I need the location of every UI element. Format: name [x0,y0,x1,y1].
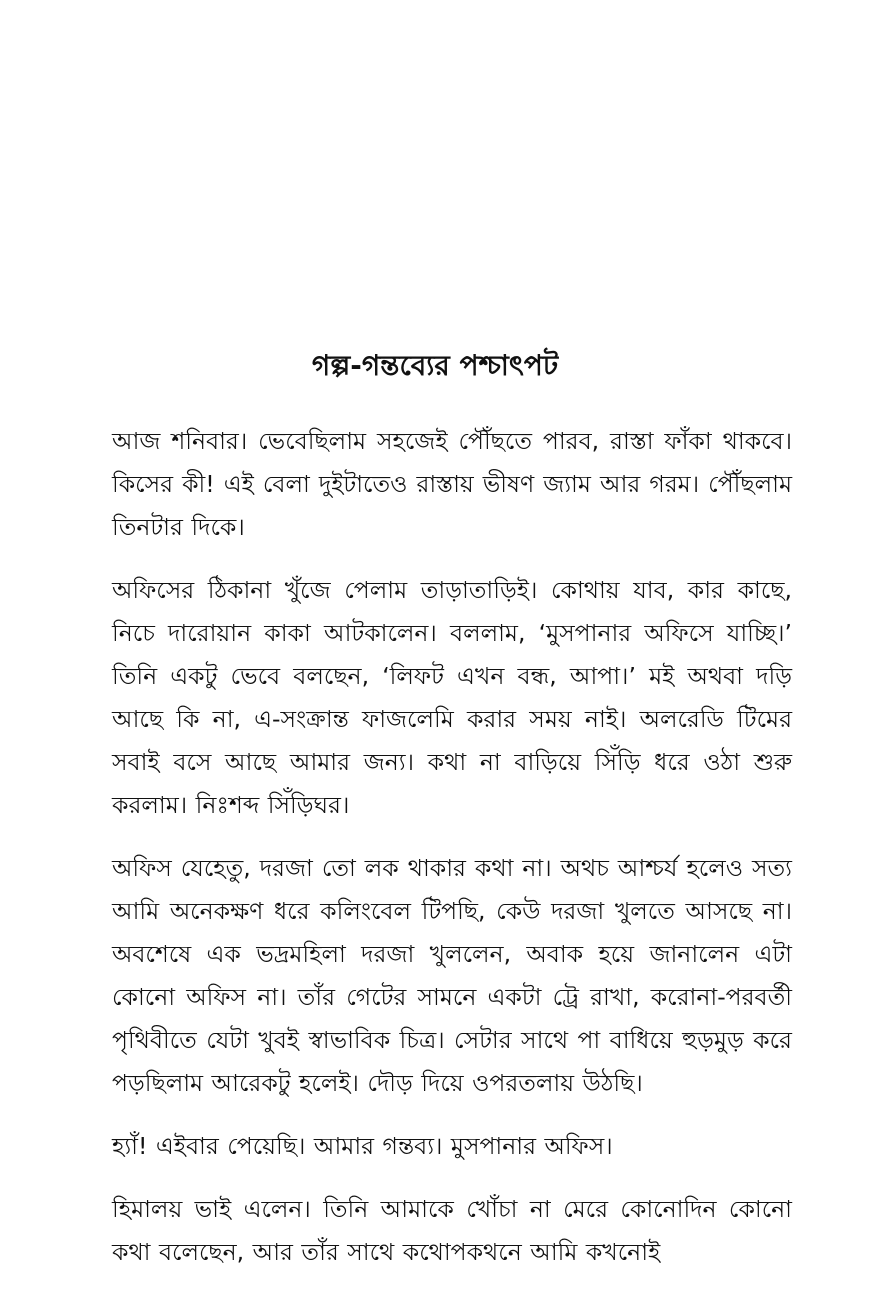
paragraph-2: অফিসের ঠিকানা খুঁজে পেলাম তাড়াতাড়িই। কোথায় যাব, কার কাছে, নিচে দারোয়ান কাকা আটকালেন। বললাম, ‘মুসপানার অফিসে যাচ্ছি।’ তিনি একটু ভেবে বলছেন, ‘লিফট এখন বন্ধ, আপা।’ মই অথবা দড়ি আছে কি না, এ-সংক্রান্ত ফাজলেমি করার সময় নাই। অলরেডি টিমের সবাই বসে আছে আমার জন্য। কথা না বাড়িয়ে সিঁড়ি ধরে ওঠা শুরু করলাম। নিঃশব্দ সিঁড়িঘর। [112,576,792,819]
body-text [112,420,792,1294]
paragraph-4: হ্যাঁ! এইবার পেয়েছি। আমার গন্তব্য। মুসপানার অফিস। [112,1132,613,1160]
paragraph-3: অফিস যেহেতু, দরজা তো লক থাকার কথা না। অথচ আশ্চর্য হলেও সত্য আমি অনেকক্ষণ ধরে কলিংবেল টিপছি, কেউ দরজা খুলতে আসছে না। অবশেষে এক ভদ্রমহিলা দরজা খুললেন, অবাক হয়ে জানালেন এটা কোনো অফিস না। তাঁর গেটের সামনে একটা ট্রে রাখা, করোনা-পরবর্তী পৃথিবীতে যেটা খুবই স্বাভাবিক চিত্র। সেটার সাথে পা বাধিয়ে হুড়মুড় করে পড়ছিলাম আরেকটু হলেই। দৌড় দিয়ে ওপরতলায় উঠছি। [112,854,792,1097]
paragraph-1: আজ শনিবার। ভেবেছিলাম সহজেই পৌঁছতে পারব, রাস্তা ফাঁকা থাকবে। কিসের কী! এই বেলা দুইটাতেও রাস্তায় ভীষণ জ্যাম আর গরম। পৌঁছলাম তিনটার দিকে। [112,427,792,541]
chapter-title: গল্প-গন্তব্যের পশ্চাৎপট [311,349,559,382]
paragraph-5: হিমালয় ভাই এলেন। তিনি আমাকে খোঁচা না মেরে কোনোদিন কোনো কথা বলেছেন, আর তাঁর সাথে কথোপকথনে আমি কখনোই [112,1195,792,1266]
